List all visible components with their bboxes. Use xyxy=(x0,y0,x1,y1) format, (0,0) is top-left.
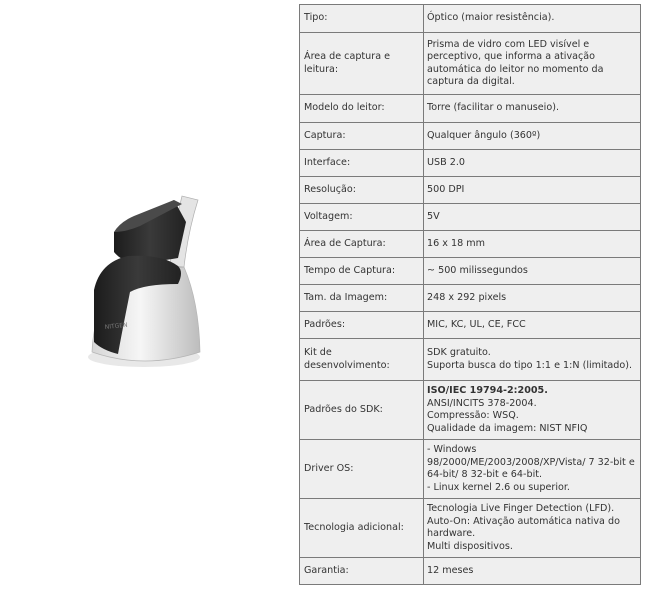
spec-row xyxy=(300,312,641,339)
spec-label: Padrões do SDK: xyxy=(300,381,424,440)
spec-value-line: 5V xyxy=(427,210,440,222)
spec-row xyxy=(300,177,641,204)
brand-logo: NITGEN xyxy=(104,321,128,331)
spec-value xyxy=(424,499,641,558)
spec-value xyxy=(424,5,641,33)
spec-row xyxy=(300,123,641,150)
spec-value xyxy=(424,150,641,177)
spec-value-line: SDK gratuito. xyxy=(427,347,491,358)
spec-row xyxy=(300,258,641,285)
spec-value-line: ~ 500 milissegundos xyxy=(427,264,528,276)
spec-value-line: Torre (facilitar o manuseio). xyxy=(427,102,559,114)
spec-value-line: Óptico (maior resistência). xyxy=(427,12,555,24)
spec-value xyxy=(424,440,641,499)
spec-row xyxy=(300,381,641,440)
spec-label: Voltagem: xyxy=(300,204,424,231)
spec-label: Modelo do leitor: xyxy=(300,95,424,123)
spec-label: Interface: xyxy=(300,150,424,177)
spec-row xyxy=(300,231,641,258)
fingerprint-reader-image xyxy=(74,192,214,372)
spec-value-line: Qualidade da imagem: NIST NFIQ xyxy=(427,422,588,434)
spec-label: Padrões: xyxy=(300,312,424,339)
spec-label: Tempo de Captura: xyxy=(300,258,424,285)
spec-label: Garantia: xyxy=(300,558,424,585)
spec-value xyxy=(424,285,641,312)
spec-row xyxy=(300,150,641,177)
spec-label: Captura: xyxy=(300,123,424,150)
spec-label: Driver OS: xyxy=(300,440,424,499)
spec-value-line: Suporta busca do tipo 1:1 e 1:N (limitado). xyxy=(427,359,633,371)
spec-value-line: 500 DPI xyxy=(427,183,465,195)
spec-value-line: Multi dispositivos. xyxy=(427,540,513,552)
spec-value-line: 16 x 18 mm xyxy=(427,237,485,249)
spec-value-line: Auto-On: Ativação automática nativa do hardware. xyxy=(427,515,620,539)
spec-row xyxy=(300,558,641,585)
spec-row xyxy=(300,5,641,33)
spec-value xyxy=(424,95,641,123)
spec-value xyxy=(424,312,641,339)
spec-row xyxy=(300,95,641,123)
spec-value-line: Prisma de vidro com LED visível e perceptivo, que informa a ativação automática do leitor no momento da captura da digital. xyxy=(427,38,604,87)
spec-value xyxy=(424,339,641,381)
spec-label: Tipo: xyxy=(300,5,424,33)
spec-row xyxy=(300,440,641,499)
spec-value-line: - Windows 98/2000/ME/2003/2008/XP/Vista/ 7 32-bit e 64-bit/ 8 32-bit e 64-bit. xyxy=(427,444,635,480)
spec-value-line: ISO/IEC 19794-2:2005. xyxy=(427,385,548,396)
spec-value xyxy=(424,558,641,585)
spec-value-line: Tecnologia Live Finger Detection (LFD). xyxy=(427,503,615,514)
specs-table xyxy=(299,4,641,585)
spec-row xyxy=(300,33,641,95)
spec-value-line: Compressão: WSQ. xyxy=(427,410,519,421)
spec-value-line: 248 x 292 pixels xyxy=(427,291,507,303)
spec-value xyxy=(424,258,641,285)
spec-label: Kit de desenvolvimento: xyxy=(300,339,424,381)
spec-value xyxy=(424,231,641,258)
spec-label: Tam. da Imagem: xyxy=(300,285,424,312)
spec-value xyxy=(424,123,641,150)
spec-row xyxy=(300,285,641,312)
spec-value xyxy=(424,381,641,440)
spec-value-line: 12 meses xyxy=(427,564,474,576)
spec-label: Área de Captura: xyxy=(300,231,424,258)
spec-value-line: - Linux kernel 2.6 ou superior. xyxy=(427,481,570,493)
spec-row xyxy=(300,499,641,558)
spec-row xyxy=(300,204,641,231)
spec-value-line: Qualquer ângulo (360º) xyxy=(427,129,541,141)
spec-value-line: MIC, KC, UL, CE, FCC xyxy=(427,318,526,330)
spec-value xyxy=(424,204,641,231)
spec-value-line: ANSI/INCITS 378-2004. xyxy=(427,397,537,409)
spec-label: Tecnologia adicional: xyxy=(300,499,424,558)
spec-value xyxy=(424,33,641,95)
spec-label: Área de captura e leitura: xyxy=(300,33,424,95)
spec-value xyxy=(424,177,641,204)
spec-label: Resolução: xyxy=(300,177,424,204)
spec-value-line: USB 2.0 xyxy=(427,156,466,168)
spec-row xyxy=(300,339,641,381)
